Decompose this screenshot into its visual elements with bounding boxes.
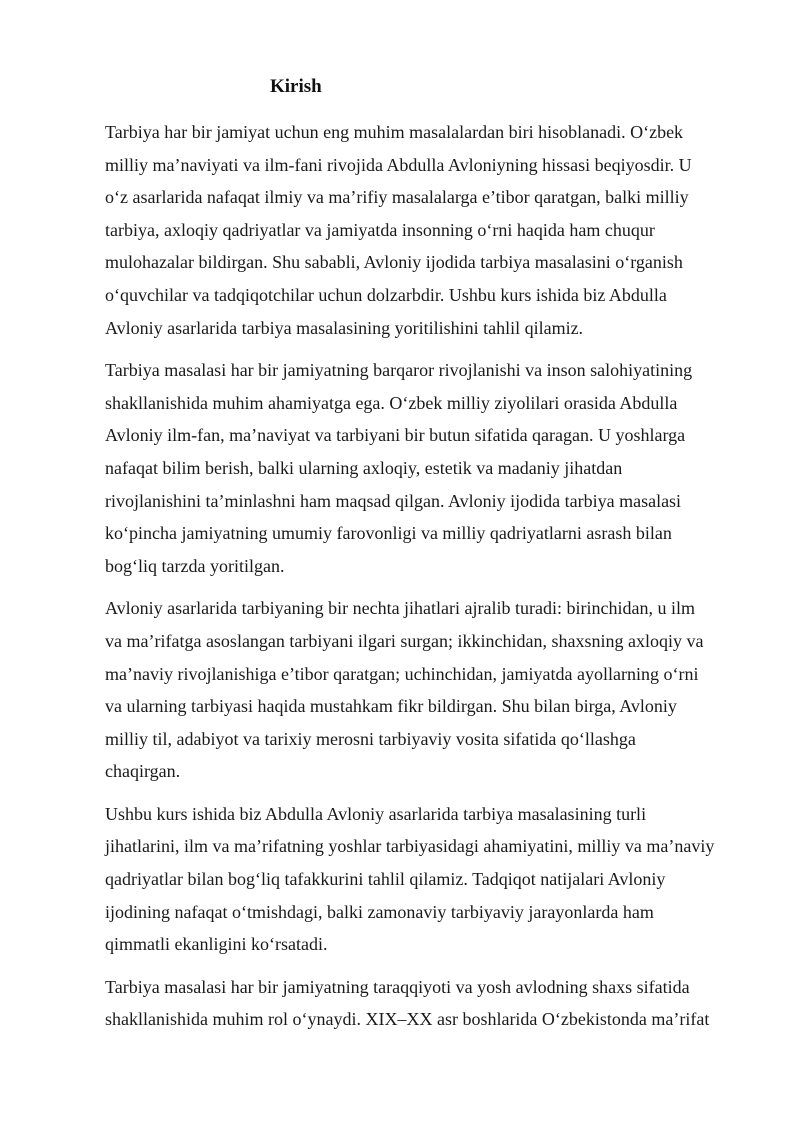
- text-line: Avloniy asarlarida tarbiyaning bir nechta jihatlari ajralib turadi: birinchidan, u ilm: [105, 598, 695, 619]
- text-line: chaqirgan.: [105, 761, 181, 782]
- text-line: ma’naviy rivojlanishiga e’tibor qaratgan; uchinchidan, jamiyatda ayollarning o‘rni: [105, 663, 699, 684]
- text-line: mulohazalar bildirgan. Shu sababli, Avloniy ijodida tarbiya masalasini o‘rganish: [105, 252, 683, 273]
- text-line: jihatlarini, ilm va ma’rifatning yoshlar tarbiyasidagi ahamiyatini, milliy va ma’naviy: [105, 836, 715, 857]
- text-line: va ma’rifatga asoslangan tarbiyani ilgari surgan; ikkinchidan, shaxsning axloqiy va: [105, 630, 704, 651]
- text-line: milliy til, adabiyot va tarixiy merosni tarbiyaviy vosita sifatida qo‘llashga: [105, 728, 636, 749]
- paragraph-1: [105, 116, 747, 344]
- paragraph-5: [105, 971, 747, 1036]
- text-line: o‘quvchilar va tadqiqotchilar uchun dolzarbdir. Ushbu kurs ishida biz Abdulla: [105, 284, 667, 305]
- text-line: tarbiya, axloqiy qadriyatlar va jamiyatda insonning o‘rni haqida ham chuqur: [105, 219, 655, 240]
- text-line: qimmatli ekanligini ko‘rsatadi.: [105, 934, 328, 955]
- text-line: milliy ma’naviyati va ilm-fani rivojida Abdulla Avloniyning hissasi beqiyosdir. U: [105, 154, 692, 175]
- text-line: Avloniy asarlarida tarbiya masalasining yoritilishini tahlil qilamiz.: [105, 317, 584, 338]
- text-line: Ushbu kurs ishida biz Abdulla Avloniy asarlarida tarbiya masalasining turli: [105, 803, 647, 824]
- text-line: va ularning tarbiyasi haqida mustahkam fikr bildirgan. Shu bilan birga, Avloniy: [105, 696, 677, 717]
- paragraph-3: [105, 592, 747, 788]
- text-line: qadriyatlar bilan bog‘liq tafakkurini tahlil qilamiz. Tadqiqot natijalari Avloniy: [105, 869, 666, 890]
- text-line: o‘z asarlarida nafaqat ilmiy va ma’rifiy masalalarga e’tibor qaratgan, balki milliy: [105, 187, 689, 208]
- text-line: bog‘liq tarzda yoritilgan.: [105, 555, 285, 576]
- text-line: ijodining nafaqat o‘tmishdagi, balki zamonaviy tarbiyaviy jarayonlarda ham: [105, 901, 654, 922]
- paragraph-4: [105, 798, 747, 961]
- text-line: Tarbiya har bir jamiyat uchun eng muhim masalalardan biri hisoblanadi. O‘zbek: [105, 122, 684, 142]
- page-title: Kirish: [270, 76, 322, 97]
- text-line: rivojlanishini ta’minlashni ham maqsad qilgan. Avloniy ijodida tarbiya masalasi: [105, 490, 682, 511]
- text-line: Tarbiya masalasi har bir jamiyatning barqaror rivojlanishi va inson salohiyatining: [105, 360, 693, 381]
- text-line: Avloniy ilm-fan, ma’naviyat va tarbiyani bir butun sifatida qaragan. U yoshlarga: [105, 425, 686, 446]
- paragraph-2: [105, 354, 747, 582]
- body-text: [105, 116, 747, 1046]
- text-line: nafaqat bilim berish, balki ularning axloqiy, estetik va madaniy jihatdan: [105, 457, 623, 478]
- text-line: shakllanishida muhim rol o‘ynaydi. XIX–XX asr boshlarida O‘zbekistonda ma’rifat: [105, 1009, 710, 1030]
- text-line: ko‘pincha jamiyatning umumiy farovonligi va milliy qadriyatlarni asrash bilan: [105, 523, 672, 544]
- text-line: Tarbiya masalasi har bir jamiyatning taraqqiyoti va yosh avlodning shaxs sifatida: [105, 976, 690, 997]
- text-line: shakllanishida muhim ahamiyatga ega. O‘zbek milliy ziyolilari orasida Abdulla: [105, 392, 678, 413]
